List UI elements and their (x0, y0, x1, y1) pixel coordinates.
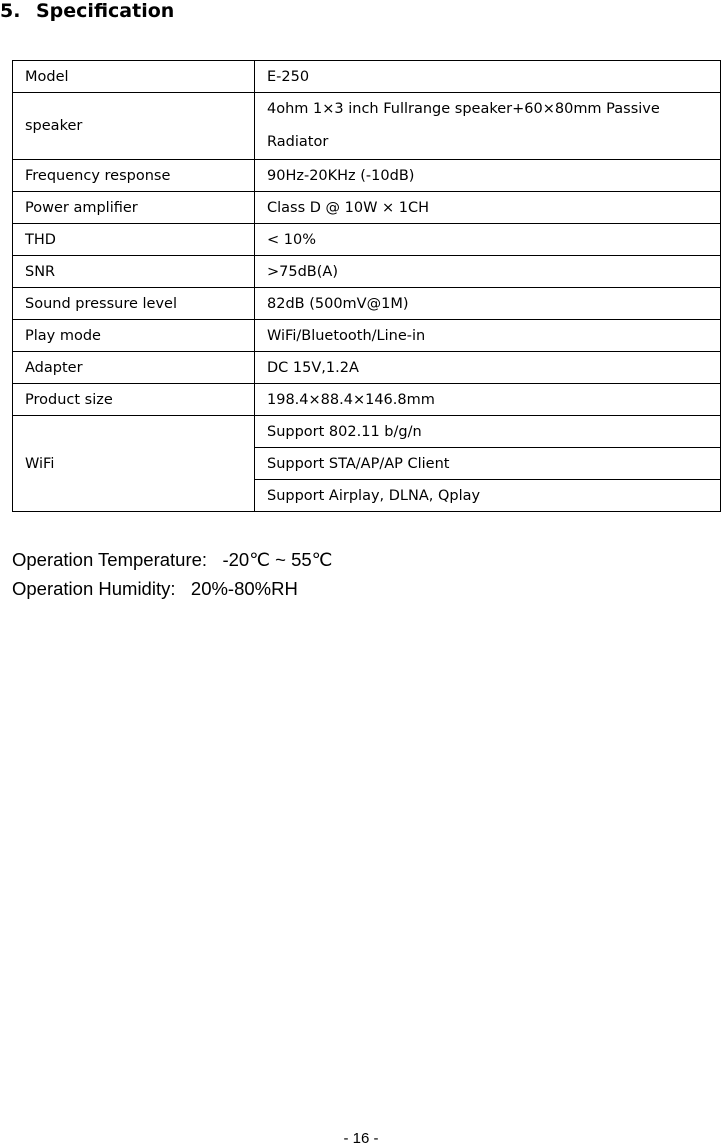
table-row (13, 192, 721, 224)
spec-label: Model (13, 61, 255, 93)
spec-label: Play mode (13, 320, 255, 352)
operation-humidity: Operation Humidity: 20%-80%RH (12, 578, 298, 599)
table-row (13, 288, 721, 320)
wifi-value: Support 802.11 b/g/n (255, 416, 721, 448)
page-number: - 16 - (343, 1130, 379, 1147)
spec-value: < 10% (255, 224, 721, 256)
table-row (13, 320, 721, 352)
operation-temperature: Operation Temperature: -20℃ ~ 55℃ (12, 549, 333, 570)
table-row (13, 352, 721, 384)
spec-value: Class D @ 10W × 1CH (255, 192, 721, 224)
spec-value: DC 15V,1.2A (255, 352, 721, 384)
table-row (13, 416, 721, 448)
spec-value: 82dB (500mV@1M) (255, 288, 721, 320)
table-row (13, 256, 721, 288)
wifi-value: Support Airplay, DLNA, Qplay (255, 480, 721, 512)
spec-label: Frequency response (13, 160, 255, 192)
spec-value: 198.4×88.4×146.8mm (255, 384, 721, 416)
spec-value: E-250 (255, 61, 721, 93)
spec-label: Sound pressure level (13, 288, 255, 320)
spec-value: >75dB(A) (255, 256, 721, 288)
spec-value: 90Hz-20KHz (-10dB) (255, 160, 721, 192)
spec-value: WiFi/Bluetooth/Line-in (255, 320, 721, 352)
table-row (13, 384, 721, 416)
section-heading (0, 0, 174, 22)
spec-label: SNR (13, 256, 255, 288)
wifi-value: Support STA/AP/AP Client (255, 448, 721, 480)
table-row (13, 61, 721, 93)
table-row (13, 224, 721, 256)
spec-label: THD (13, 224, 255, 256)
table-row (13, 93, 721, 160)
specification-table (12, 60, 721, 512)
spec-label: speaker (13, 93, 255, 160)
spec-label: Power amplifier (13, 192, 255, 224)
spec-label: Adapter (13, 352, 255, 384)
table-row (13, 160, 721, 192)
spec-label: Product size (13, 384, 255, 416)
spec-value: 4ohm 1×3 inch Fullrange speaker+60×80mm Passive Radiator (255, 93, 721, 160)
wifi-label: WiFi (13, 416, 255, 512)
section-title: Specification (36, 0, 175, 22)
section-number: 5. (0, 0, 21, 22)
